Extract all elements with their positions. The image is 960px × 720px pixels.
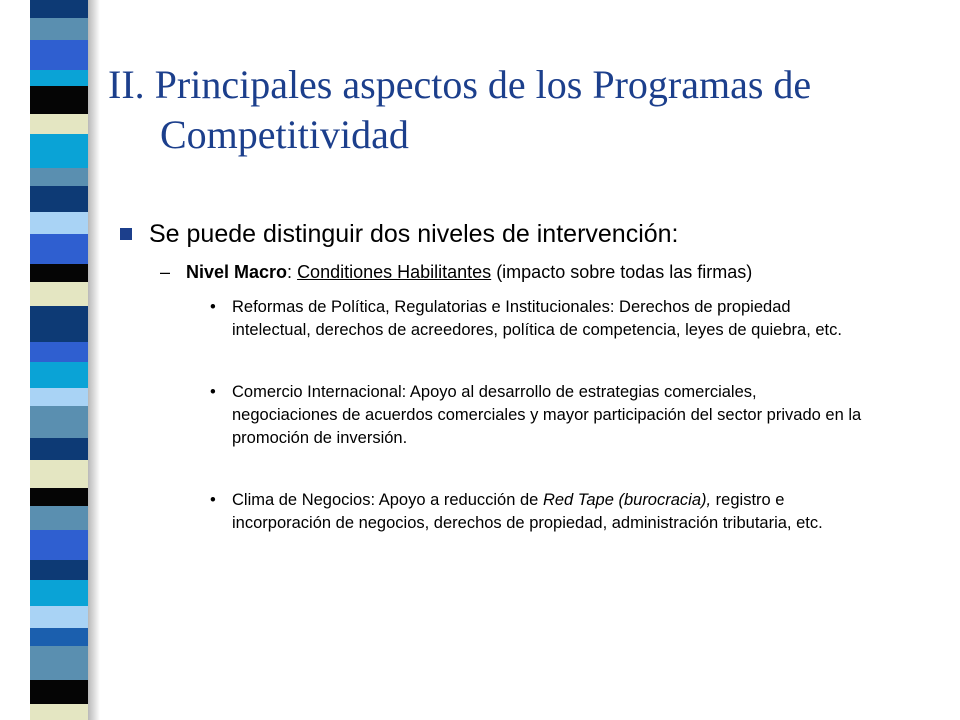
slide-title-line2: Competitividad [160, 112, 409, 157]
macro-level-item [160, 260, 880, 284]
stripe-block [30, 70, 88, 87]
bullet-dot: • [210, 383, 216, 401]
stripe-block [30, 282, 88, 307]
macro-colon: : [287, 262, 298, 282]
business-climate-post: registro e incorporación de negocios, derechos de propiedad, administración tributaria, etc. [232, 491, 823, 532]
stripe-block [30, 186, 88, 213]
stripe-block [30, 560, 88, 581]
stripe-block [30, 488, 88, 507]
stripe-block [30, 234, 88, 265]
slide-title-line1: II. Principales aspectos de los Programas de [108, 62, 812, 107]
stripe-block [30, 114, 88, 135]
stripe-block [30, 406, 88, 439]
square-bullet-icon [120, 228, 132, 240]
stripe-block [30, 212, 88, 235]
stripe-block [30, 646, 88, 681]
stripe-block [30, 362, 88, 389]
stripe-block [30, 0, 88, 19]
stripe-block [30, 628, 88, 647]
stripe-block [30, 40, 88, 71]
trade-bullet [210, 381, 880, 450]
stripe-block [30, 438, 88, 461]
stripe-block [30, 460, 88, 489]
macro-rest: (impacto sobre todas las firmas) [491, 262, 753, 282]
stripe-block [30, 264, 88, 283]
macro-level-label: Nivel Macro [186, 262, 288, 282]
business-climate-bullet [210, 489, 880, 535]
red-tape-term: Red Tape (burocracia), [542, 491, 712, 509]
policy-reform-bullet [210, 296, 880, 342]
business-climate-text [232, 489, 862, 535]
stripe-shadow [88, 0, 100, 720]
stripe-block [30, 18, 88, 41]
stripe-block [30, 134, 88, 169]
slide-title [108, 60, 928, 160]
bullet-dot: • [210, 298, 216, 316]
stripe-block [30, 704, 88, 720]
stripe-block [30, 606, 88, 629]
trade-text: Comercio Internacional: Apoyo al desarrollo de estrategias comerciales, negociaciones de acuerdos comerciales y mayor participación del sector privado en la promoción de inversión. [232, 383, 862, 447]
policy-reform-text: Reformas de Política, Regulatorias e Institucionales: Derechos de propiedad intelectual, derechos de acreedores, política de competencia, leyes de quiebra, etc. [232, 298, 842, 339]
slide-body [120, 218, 880, 535]
dash-marker: – [160, 262, 171, 282]
stripe-block [30, 306, 88, 343]
stripe-block [30, 506, 88, 531]
stripe-block [30, 530, 88, 561]
macro-underlined-term: Conditiones Habilitantes [297, 262, 492, 282]
macro-level-text [186, 260, 880, 284]
bullet-dot: • [210, 491, 216, 509]
stripe-block [30, 388, 88, 407]
intro-bullet [120, 218, 880, 250]
stripe-block [30, 680, 88, 705]
stripe-block [30, 342, 88, 363]
intro-text: Se puede distinguir dos niveles de intervención: [149, 220, 679, 248]
stripe-block [30, 86, 88, 115]
stripe-block [30, 168, 88, 187]
stripe-block [30, 580, 88, 607]
business-climate-pre: Clima de Negocios: Apoyo a reducción de [232, 491, 543, 509]
